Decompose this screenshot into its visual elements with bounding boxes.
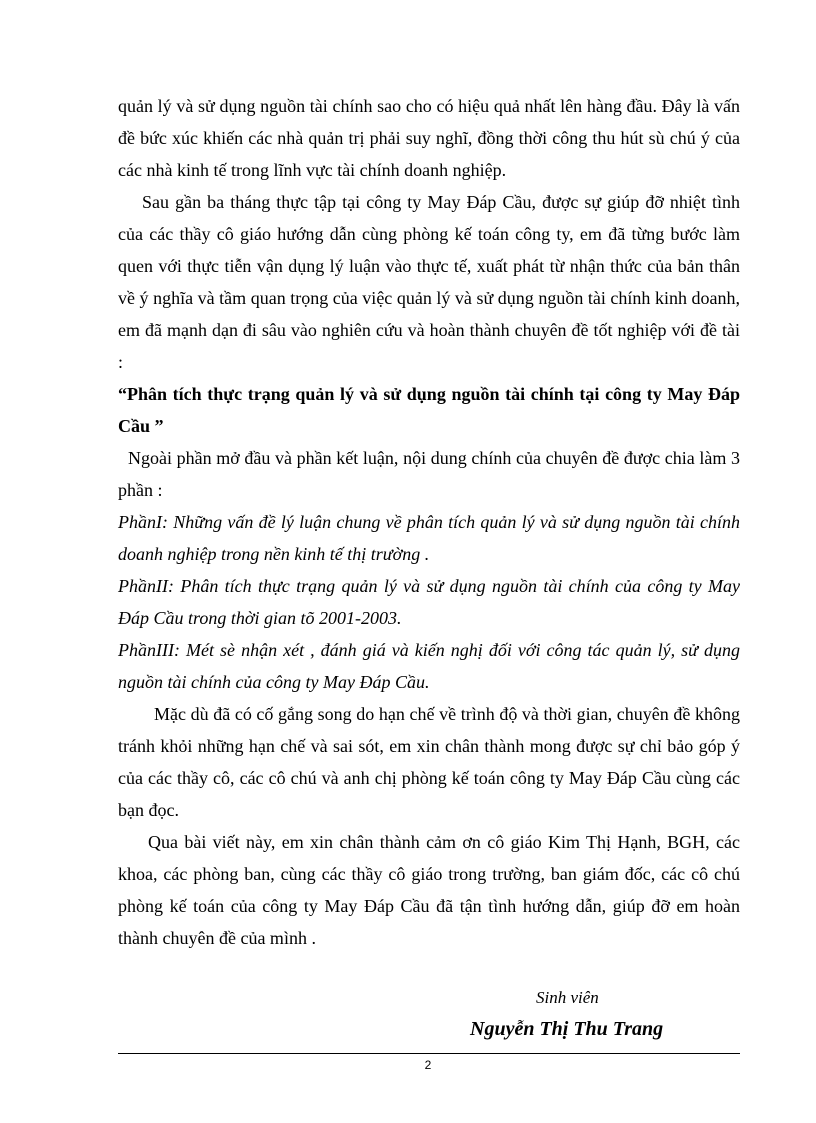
signature-name: Nguyễn Thị Thu Trang <box>470 1018 664 1040</box>
footer-divider <box>118 1053 740 1054</box>
signature-role: Sinh viên <box>536 988 599 1007</box>
part-2: PhầnII: Phân tích thực trạng quản lý và sử dụng nguồn tài chính của công ty May Đáp Cầu trong thời gian tõ 2001-2003. <box>118 576 740 628</box>
paragraph-thanks: Qua bài viết này, em xin chân thành cảm ơn cô giáo Kim Thị Hạnh, BGH, các khoa, các phòng ban, cùng các thầy cô giáo trong trường, ban giám đốc, các cô chú phòng kế toán của công ty May Đáp Cầu đã tận tình hướng dẫn, giúp đỡ em hoàn thành chuyên đề của mình . <box>118 832 740 948</box>
paragraph-intro-continuation: quản lý và sử dụng nguồn tài chính sao cho có hiệu quả nhất lên hàng đầu. Đây là vấn đề bức xúc khiến các nhà quản trị phải suy nghĩ, đồng thời công thu hút sù chú ý của các nhà kinh tế trong lĩnh vực tài chính doanh nghiệp. <box>118 96 740 180</box>
paragraph-internship: Sau gần ba tháng thực tập tại công ty May Đáp Cầu, được sự giúp đỡ nhiệt tình của các thầy cô giáo hướng dẫn cùng phòng kế toán công ty, em đã từng bước làm quen với thực tiễn vận dụng lý luận vào thực tế, xuất phát từ nhận thức của bản thân về ý nghĩa và tầm quan trọng của việc quản lý và sử dụng nguồn tài chính kinh doanh, em đã mạnh dạn đi sâu vào nghiên cứu và hoàn thành chuyên đề tốt nghiệp với đề tài : <box>118 192 740 372</box>
document-body <box>118 90 740 954</box>
page-number: 2 <box>424 1058 432 1072</box>
thesis-title: “Phân tích thực trạng quản lý và sử dụng nguồn tài chính tại công ty May Đáp Cầu ” <box>118 384 740 436</box>
paragraph-structure: Ngoài phần mở đầu và phần kết luận, nội dung chính của chuyên đề được chia làm 3 phần : <box>118 448 740 500</box>
part-1: PhầnI: Những vấn đề lý luận chung về phân tích quản lý và sử dụng nguồn tài chính doanh nghiệp trong nền kinh tế thị trường . <box>118 512 740 564</box>
paragraph-limitations: Mặc dù đã có cố gắng song do hạn chế về trình độ và thời gian, chuyên đề không tránh khỏi những hạn chế và sai sót, em xin chân thành mong được sự chỉ bảo góp ý của các thầy cô, các cô chú và anh chị phòng kế toán công ty May Đáp Cầu cùng các bạn đọc. <box>118 704 740 820</box>
part-3: PhầnIII: Mét sè nhận xét , đánh giá và kiến nghị đối với công tác quản lý, sử dụng nguồn tài chính của công ty May Đáp Cầu. <box>118 640 740 692</box>
